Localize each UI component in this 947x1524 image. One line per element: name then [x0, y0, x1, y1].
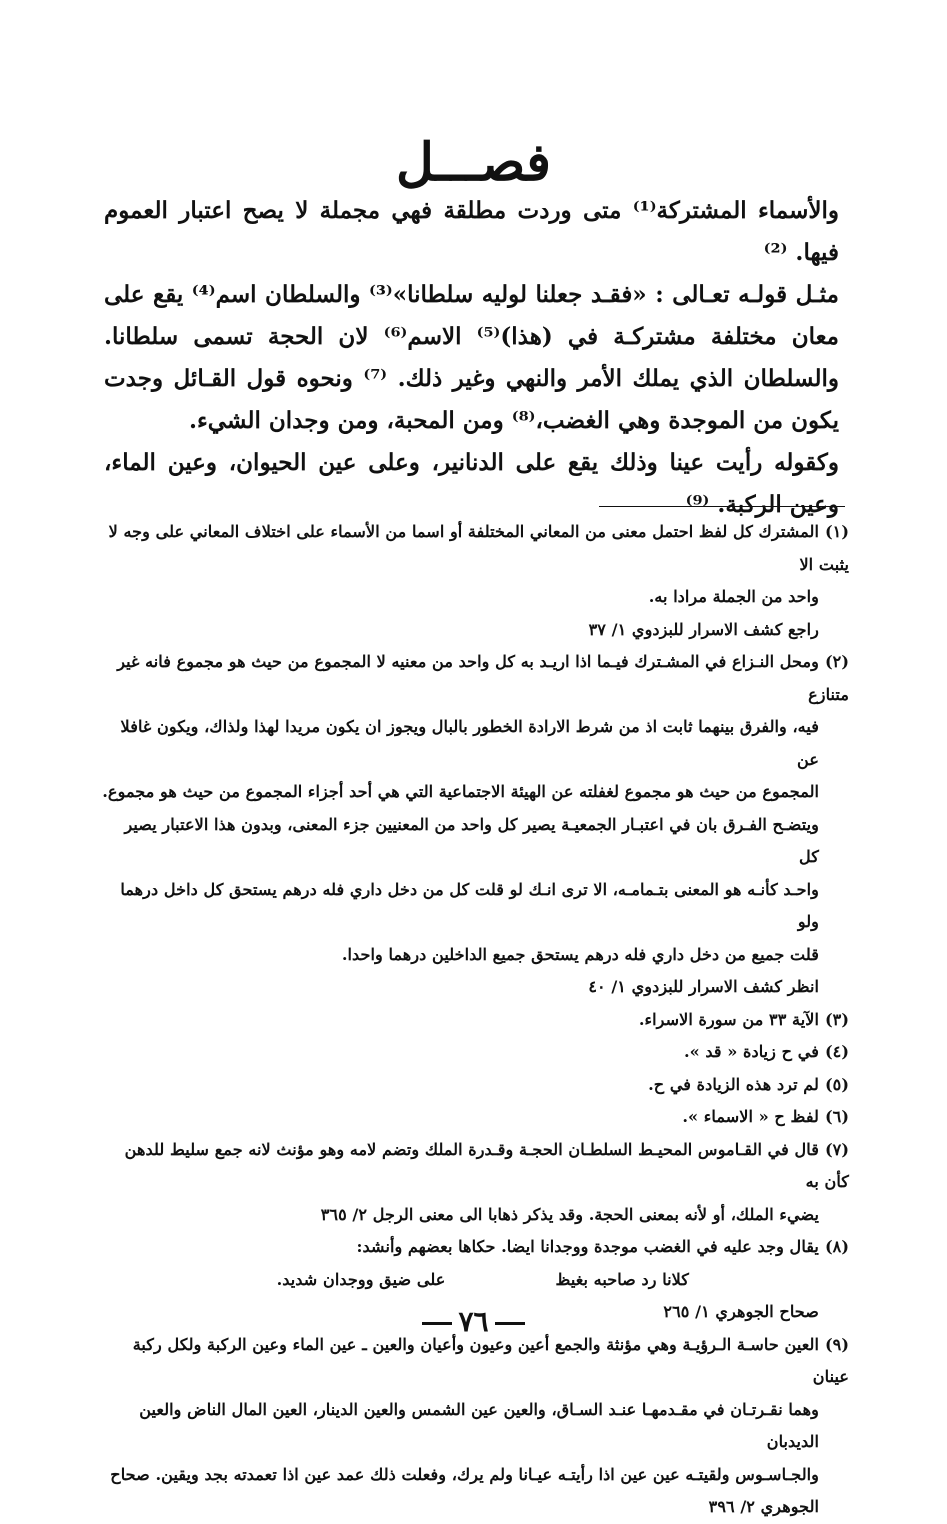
page-title: فصـــل	[395, 132, 552, 193]
footnote-line: والجـاسـوس ولقيتـه عين عين اذا رأيتـه عيـانا ولم يرك، وفعلت ذلك عمد عين اذا تعمدته بجد ويقين. صحاح	[110, 1464, 819, 1484]
footnote-continuation: يضيء الملك، أو لأنه بمعنى الحجة. وقد يذكر ذهابا الى معنى الرجل ٢/ ٣٦٥	[320, 1204, 819, 1224]
footnote-text: ومحل النـزاع في المشـترك فيـما اذا اريـد به كل واحد من معنيه لا المجموع من حيث هو مجموع فانه غير متنازع	[117, 652, 849, 704]
footnote-number: (٦)	[824, 1107, 849, 1126]
main-paragraph-1: والأسماء المشتركة⁽¹⁾ متى وردت مطلقة فهي مجملة لا يصح اعتبار العموم فيها. ⁽²⁾	[104, 197, 839, 266]
footnote-line: فيه، والفرق بينهما ثابت اذ من شرط الارادة الخطور بالبال ويجوز ان يكون مريدا لهذا ولذاك، ويكون غافلا عن	[120, 717, 819, 769]
footnote-9	[99, 1329, 849, 1524]
footnote-text: لفظ ح « الاسماء ».	[682, 1107, 819, 1126]
footnote-number: (٩)	[824, 1334, 849, 1354]
footnote-reference: راجع كشف الاسرار للبزدوي ١/ ٣٧	[588, 619, 819, 639]
footnote-number: (٣)	[824, 1009, 849, 1029]
footnote-text: العين حاسـة الـرؤيـة وهي مؤنثة والجمع أعين وعيون وأعيان والعين ـ عين الماء وعين الركبة ولكل ركبة عينان	[132, 1334, 849, 1386]
footnote-7	[99, 1134, 849, 1232]
footnote-number: (٥)	[824, 1074, 849, 1094]
folio-dash-right	[495, 1322, 525, 1325]
footnote-2	[99, 646, 849, 1004]
footnote-line: الجوهري ٢/ ٣٩٦	[708, 1497, 819, 1516]
footnote-1	[99, 516, 849, 646]
page-number-value: ٧٦	[458, 1305, 489, 1338]
footnote-reference: صحاح الجوهري ١/ ٢٦٥	[663, 1302, 819, 1321]
footnote-number: (٢)	[824, 652, 849, 671]
footnote-line: واحـد كأنـه هو المعنى بتـمامـه، الا ترى انـك لو قلت كل من دخل داري فله درهم يستحق كل داخل درهما ولو	[120, 879, 819, 931]
footnote-number: (٨)	[824, 1237, 849, 1256]
main-text	[104, 190, 839, 526]
footnote-3	[99, 1004, 849, 1037]
footnote-number: (١)	[824, 522, 849, 541]
verse-line	[99, 1264, 849, 1297]
footnote-line: المجموع من حيث هو مجموع لغفلته عن الهيئة الاجتماعية التي هي أحد أجزاء المجموع من حيث هو مجموع.	[102, 782, 819, 801]
footnote-4	[99, 1036, 849, 1069]
footnote-5	[99, 1069, 849, 1102]
footnote-separator	[599, 506, 845, 507]
footnote-number: (٧)	[824, 1139, 849, 1159]
main-paragraph-2: مثـل قولـه تعـالى : «فقـد جعلنا لوليه سلطانا»⁽³⁾ والسلطان اسم⁽⁴⁾ يقع على معان مختلفة مشتركـة في (هذا)⁽⁵⁾ الاسم⁽⁶⁾ لان الحجة تسمى سلطانا. والسلطان الذي يملك الأمر والنهي وغير ذلك. ⁽⁷⁾ ونحوه قول القـائل وجدت يكون من الموجدة وهي الغضب،⁽⁸⁾ ومن المحبة، ومن وجدان الشيء.	[104, 281, 840, 434]
verse-hemistich-right: كلانا رد صاحبه بغيظ	[555, 1269, 689, 1289]
footnote-text: قال في القـاموس المحيـط السلطـان الحجـة وقـدرة الملك وتضم لامه وهو مؤنث لانه جمع سليط للدهن كأن به	[124, 1139, 849, 1191]
footnote-text: يقال وجد عليه في الغضب موجدة ووجدانا ايضا. حكاها بعضهم وأنشد:	[356, 1237, 819, 1256]
footnotes	[99, 516, 849, 1524]
footnote-6	[99, 1101, 849, 1134]
verse-hemistich-left: على ضيق ووجدان شديد.	[276, 1269, 446, 1289]
page-number	[0, 1305, 947, 1338]
footnote-text: الآية ٣٣ من سورة الاسراء.	[638, 1009, 819, 1029]
footnote-line: ويتضـح الفـرق بان في اعتبـار الجمعيـة يصير كل واحد من المعنيين جزء المعنى، وبدون هذا الاعتبار يصير كل	[124, 814, 819, 866]
main-paragraph-3: وكقوله رأيت عينا وذلك يقع على الدنانير، وعلى عين الحيوان، وعين الماء، وعين الركبة. ⁽⁹⁾	[104, 449, 839, 518]
footnote-text: المشترك كل لفظ احتمل معنى من المعاني المختلفة أو اسما من الأسماء على اختلاف المعاني على وجه لا يثبت الا	[108, 522, 849, 574]
footnote-reference: انظر كشف الاسرار للبزدوي ١/ ٤٠	[588, 977, 819, 996]
footnote-line: وهما نقـرتـان في مقـدمهـا عنـد السـاق، والعين عين الشمس والعين الدينار، العين المال الناض والعين الديدبان	[139, 1399, 819, 1451]
footnote-continuation: واحد من الجملة مرادا به.	[648, 587, 819, 606]
footnote-number: (٤)	[824, 1042, 849, 1061]
footnote-line: قلت جميع من دخل داري فله درهم يستحق جميع الداخلين درهما واحدا.	[341, 944, 819, 964]
footnote-text: في ح زيادة « قد ».	[684, 1042, 819, 1061]
footnote-text: لم ترد هذه الزيادة في ح.	[648, 1074, 819, 1094]
folio-dash-left	[422, 1322, 452, 1325]
